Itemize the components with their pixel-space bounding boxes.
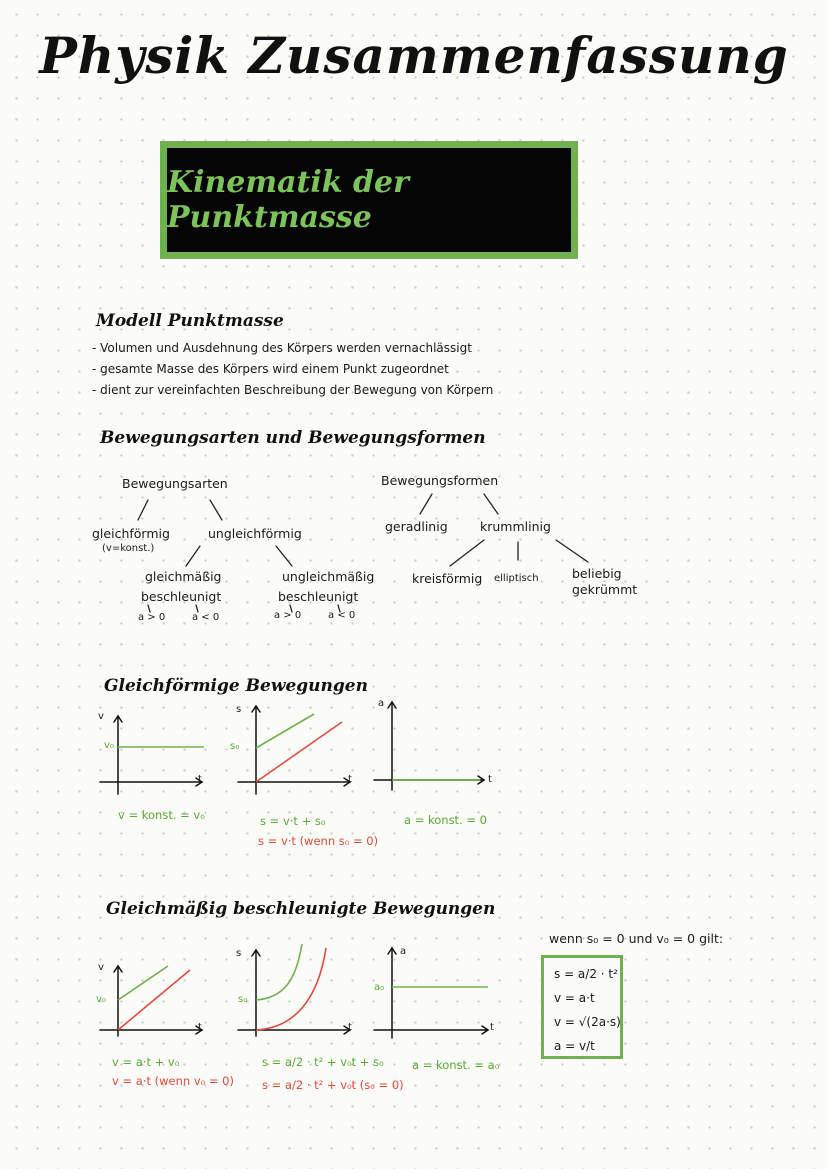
formen-bel1: beliebig bbox=[572, 566, 622, 581]
uniform-a-graph bbox=[370, 696, 500, 796]
formen-kreis: kreisförmig bbox=[412, 571, 483, 586]
types-heading: Bewegungsarten und Bewegungsformen bbox=[100, 428, 486, 448]
accel-a-xlabel: t bbox=[490, 1022, 494, 1033]
formen-krummlinig: krummlinig bbox=[480, 519, 551, 534]
uniform-v-formula: v = konst. = v₀ bbox=[118, 808, 205, 822]
accel-v-formula1: v = a·t + v₀ bbox=[112, 1055, 180, 1069]
arten-root: Bewegungsarten bbox=[122, 476, 228, 491]
formula-box-line: v = a·t bbox=[554, 991, 595, 1005]
accel-a-graph bbox=[370, 940, 500, 1040]
arten-ub1: ungleichmäßig bbox=[282, 569, 375, 584]
uniform-s-formula1: s = v·t + s₀ bbox=[260, 814, 326, 828]
accel-s-mark: s₀ bbox=[238, 994, 248, 1005]
arten-gb2: beschleunigt bbox=[141, 589, 222, 604]
list-item: - gesamte Masse des Körpers wird einem Punkt zugeordnet bbox=[92, 359, 493, 380]
list-item: - dient zur vereinfachten Beschreibung der Bewegung von Körpern bbox=[92, 380, 493, 401]
uniform-v-xlabel: t bbox=[198, 774, 202, 785]
formula-box-line: v = √(2a·s) bbox=[554, 1015, 621, 1029]
uniform-heading: Gleichförmige Bewegungen bbox=[104, 676, 368, 696]
arten-gleich: gleichförmig bbox=[92, 526, 170, 541]
uniform-a-ylabel: a bbox=[378, 698, 385, 709]
arten-ub-apos: a > 0 bbox=[274, 610, 302, 621]
formula-box-line: s = a/2 · t² bbox=[554, 967, 618, 981]
accel-v-formula2: v = a·t (wenn v₀ = 0) bbox=[112, 1074, 234, 1088]
accel-condition: wenn s₀ = 0 und v₀ = 0 gilt: bbox=[549, 931, 724, 946]
list-item: - Volumen und Ausdehnung des Körpers werden vernachlässigt bbox=[92, 338, 493, 359]
uniform-a-formula: a = konst. = 0 bbox=[404, 813, 487, 827]
uniform-s-xlabel: t bbox=[348, 774, 352, 785]
uniform-v-mark: v₀ bbox=[104, 740, 114, 751]
uniform-v-ylabel: v bbox=[98, 711, 104, 722]
arten-gb-aneg: a < 0 bbox=[192, 612, 220, 623]
uniform-s-mark: s₀ bbox=[230, 741, 240, 752]
accel-v-graph bbox=[94, 960, 224, 1040]
banner-text: Kinematik der Punktmasse bbox=[167, 165, 409, 235]
accel-a-formula: a = konst. = a₀ bbox=[412, 1058, 500, 1072]
arten-gb-apos: a > 0 bbox=[138, 612, 166, 623]
uniform-a-xlabel: t bbox=[488, 774, 492, 785]
arten-gleich-note: (v=konst.) bbox=[102, 543, 155, 554]
formen-bel2: gekrümmt bbox=[572, 582, 638, 597]
arten-ub2: beschleunigt bbox=[278, 589, 359, 604]
uniform-s-ylabel: s bbox=[236, 704, 242, 715]
accel-v-mark: v₀ bbox=[96, 994, 106, 1005]
accel-v-ylabel: v bbox=[98, 962, 104, 973]
formen-root: Bewegungsformen bbox=[381, 473, 499, 488]
formula-box-line: a = v/t bbox=[554, 1039, 595, 1053]
accel-s-ylabel: s bbox=[236, 948, 242, 959]
arten-gb1: gleichmäßig bbox=[145, 569, 222, 584]
accel-heading: Gleichmäßig beschleunigte Bewegungen bbox=[106, 899, 496, 919]
page-title: Physik Zusammenfassung bbox=[39, 26, 789, 85]
uniform-s-graph bbox=[234, 700, 364, 800]
uniform-s-formula2: s = v·t (wenn s₀ = 0) bbox=[258, 834, 379, 848]
accel-a-mark: a₀ bbox=[374, 982, 385, 993]
model-heading: Modell Punktmasse bbox=[96, 311, 284, 331]
accel-v-xlabel: t bbox=[198, 1022, 202, 1033]
accel-s-formula1: s = a/2 · t² + v₀t + s₀ bbox=[262, 1055, 384, 1069]
arten-ungleich: ungleichförmig bbox=[208, 526, 302, 541]
accel-s-graph bbox=[234, 940, 364, 1040]
arten-ub-aneg: a < 0 bbox=[328, 610, 356, 621]
formula-box bbox=[541, 955, 623, 1059]
accel-a-ylabel: a bbox=[400, 946, 407, 957]
accel-s-xlabel: t bbox=[348, 1022, 352, 1033]
formen-geradlinig: geradlinig bbox=[385, 519, 448, 534]
uniform-v-graph bbox=[96, 710, 226, 800]
accel-s-formula2: s = a/2 · t² + v₀t (s₀ = 0) bbox=[262, 1078, 404, 1092]
formen-ellip: elliptisch bbox=[494, 573, 539, 584]
